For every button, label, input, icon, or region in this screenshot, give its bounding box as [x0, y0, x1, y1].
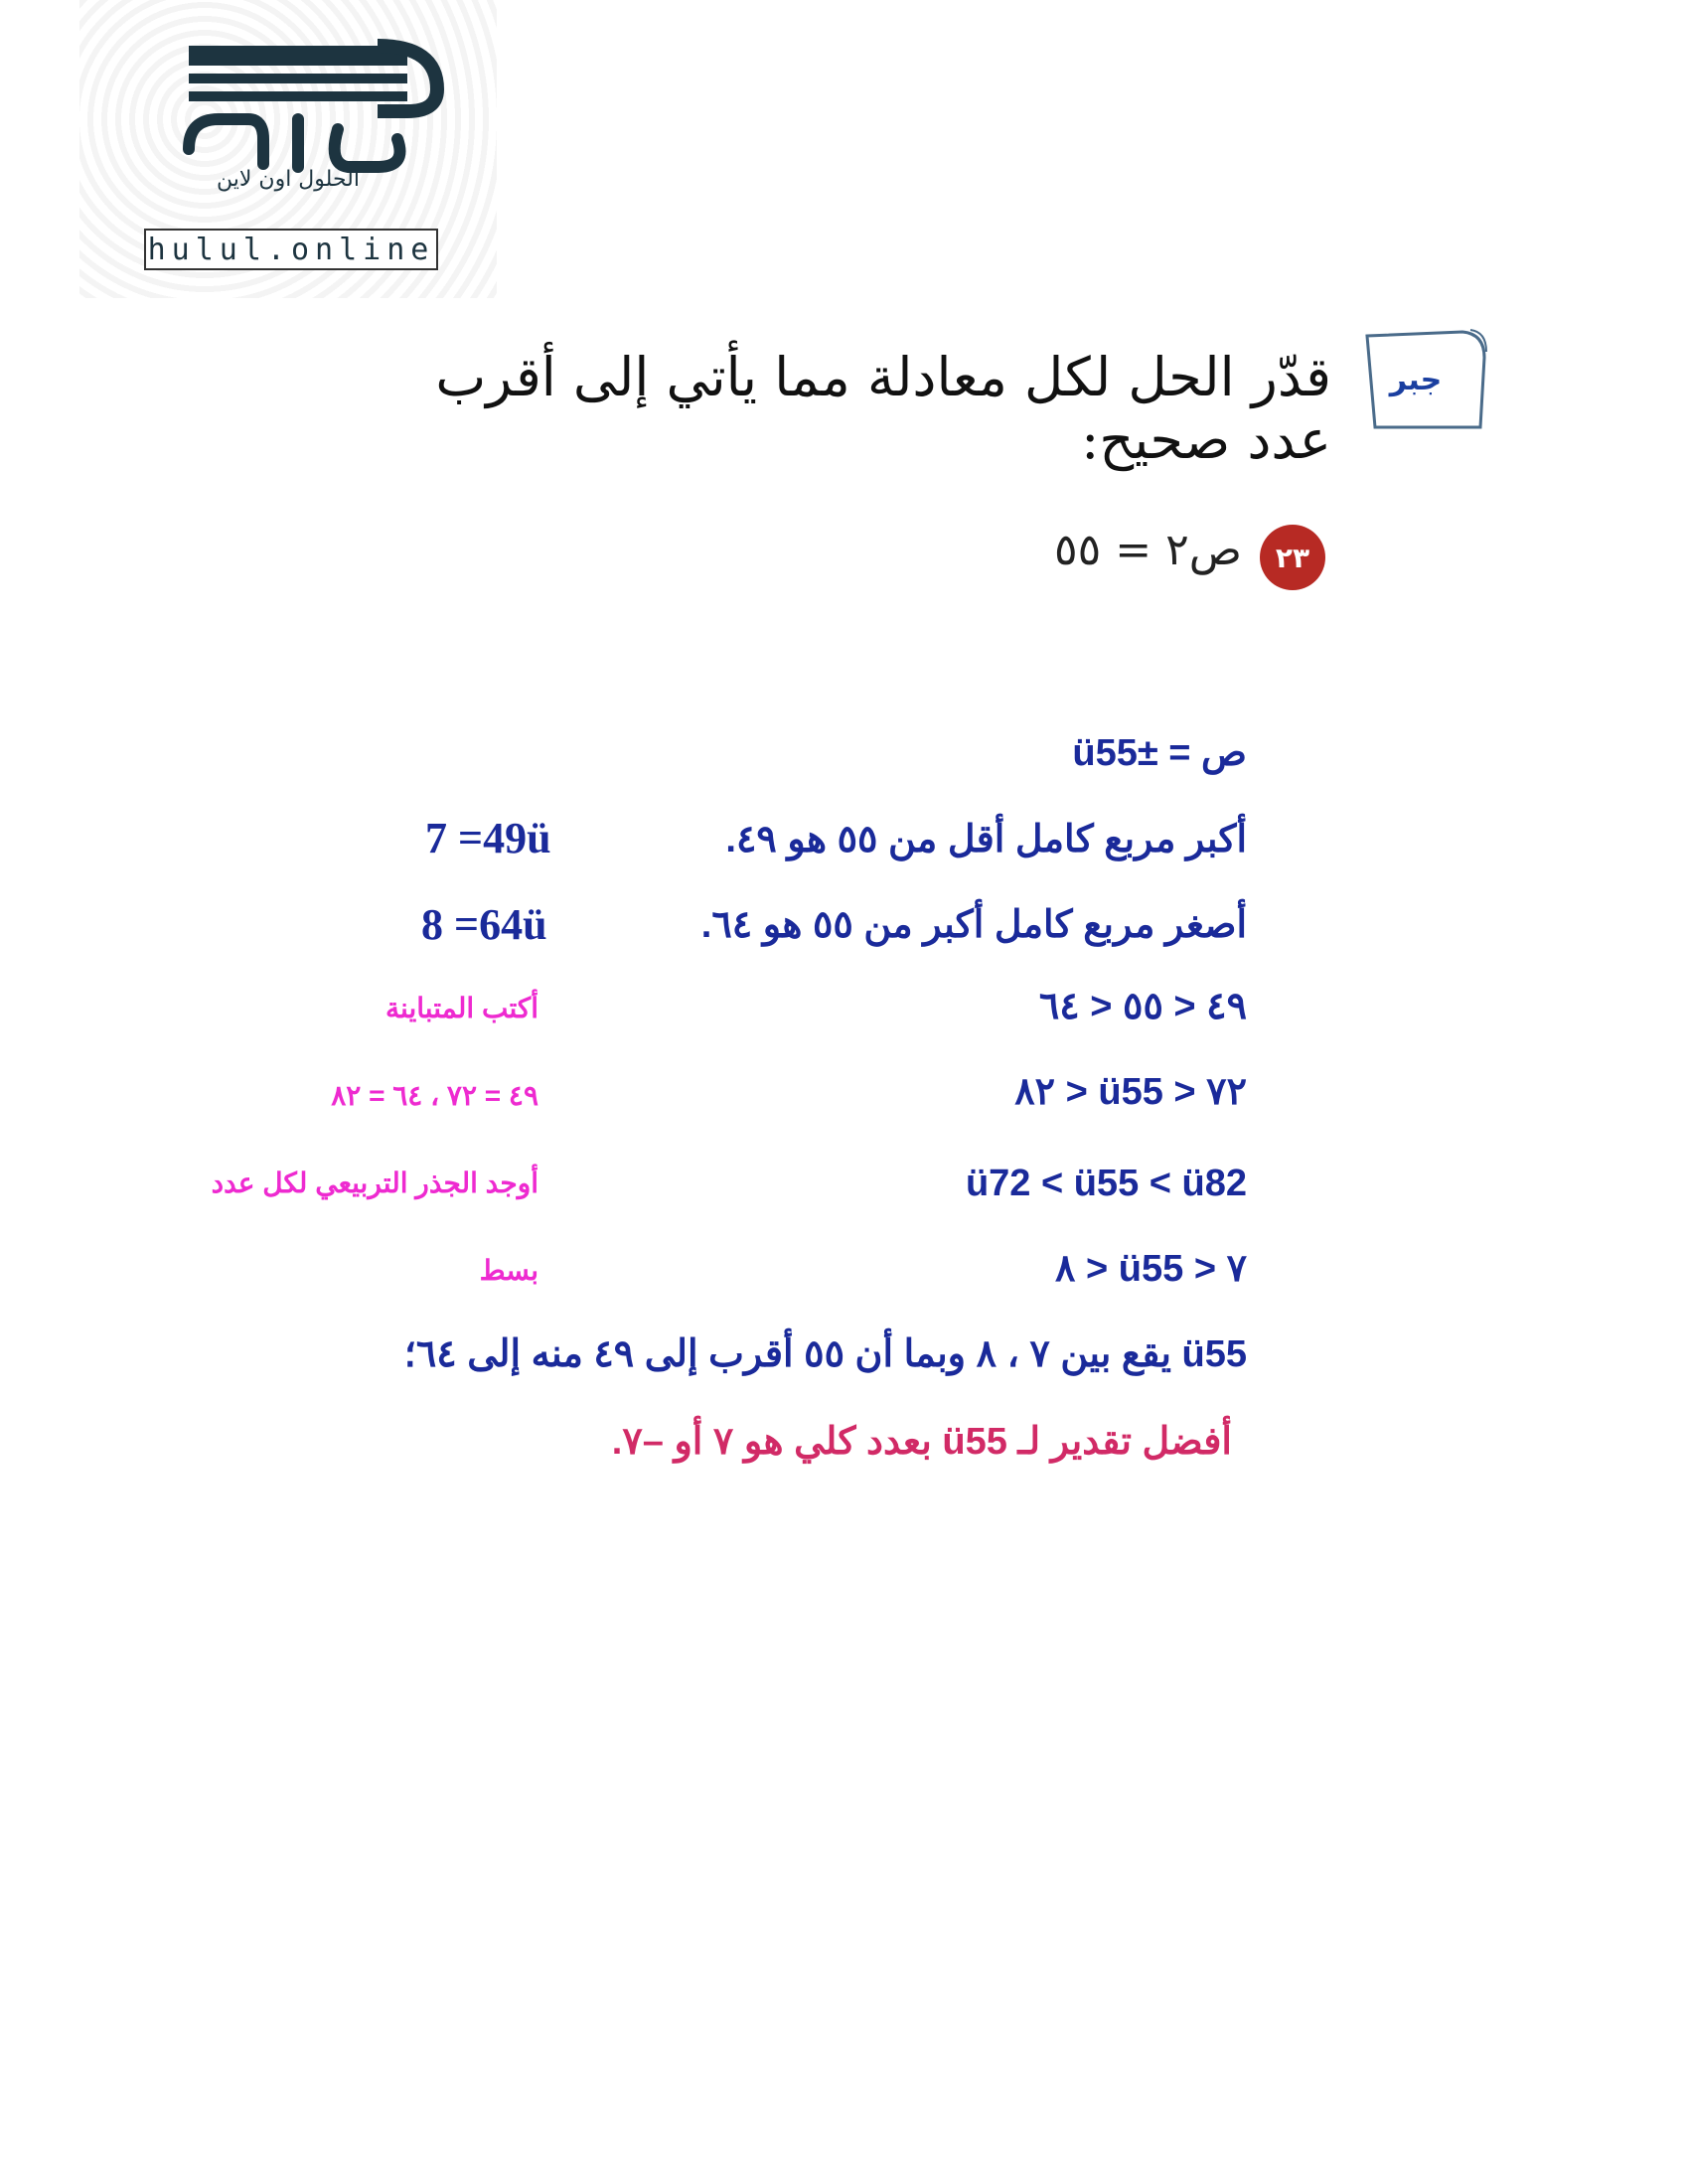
- instruction-heading: قدّر الحل لكل معادلة مما يأتي إلى أقرب عدد صحيح:: [435, 346, 1331, 471]
- note-find-root: أوجد الجذر التربيعي لكل عدد: [211, 1168, 538, 1198]
- question-equation: ص٢ = ٥٥: [1054, 525, 1242, 575]
- solution-line-3: أصغر مربع كامل أكبر من ٥٥ هو ٦٤.: [700, 904, 1247, 946]
- note-squares: ٤٩ = ٧٢ ، ٦٤ = ٨٢: [331, 1080, 538, 1111]
- algebra-badge-label: جبر: [1389, 363, 1443, 397]
- solution-conclusion: أفضل تقدير لـ ü55 بعدد كلي هو ٧ أو –٧.: [611, 1421, 1232, 1463]
- solution-line-1: ص = ±ü55: [1072, 732, 1247, 774]
- note-write-inequality: أكتب المتباينة: [384, 993, 538, 1023]
- solution-line-5: ٧٢ < ü55 < ٨٢: [1014, 1071, 1247, 1113]
- note-simplify: بسط: [479, 1255, 538, 1286]
- solution-line-2: أكبر مربع كامل أقل من ٥٥ هو ٤٩.: [725, 819, 1247, 860]
- solution-line-6: ü72 < ü55 < ü82: [965, 1163, 1247, 1204]
- solution-line-8: ü55 يقع بين ٧ ، ٨ وبما أن ٥٥ أقرب إلى ٤٩ منه إلى ٦٤؛: [403, 1333, 1247, 1375]
- solution-line-3-side: 8 =64ü: [421, 900, 547, 949]
- solution-line-2-side: 7 =49ü: [425, 814, 551, 862]
- solution-line-7: ٧ < ü55 < ٨: [1055, 1248, 1247, 1290]
- question-number: ٢٣: [1260, 525, 1325, 590]
- solution-line-4: ٤٩ < ٥٥ < ٦٤: [1038, 986, 1247, 1027]
- logo-tagline: الحلول اون لاين: [217, 167, 360, 192]
- logo-site-label: hulul.online: [144, 229, 438, 270]
